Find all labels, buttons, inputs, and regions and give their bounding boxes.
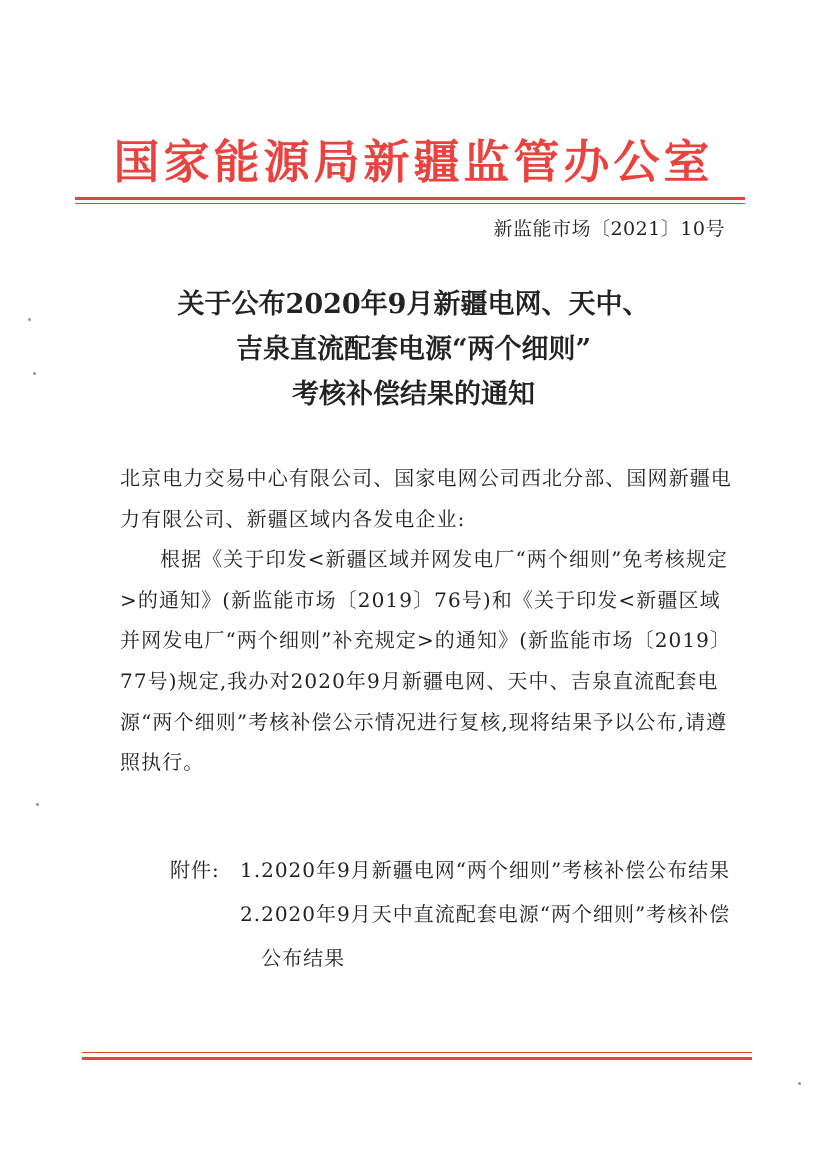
attachment-number: 2.	[240, 902, 262, 926]
notice-body	[120, 458, 740, 783]
scan-speck	[36, 803, 39, 806]
header-rule-thick	[75, 197, 745, 200]
header-rule-thin	[75, 203, 745, 204]
footer-rule-thin	[82, 1052, 752, 1053]
agency-header: 国家能源局新疆监管办公室	[113, 135, 714, 189]
scan-speck	[33, 372, 36, 375]
main-paragraph: 根据《关于印发<新疆区域并网发电厂“两个细则”免考核规定>的通知》(新监能市场〔2019〕76号)和《关于印发<新疆区域并网发电厂“两个细则”补充规定>的通知》(新监能市场〔2019〕77号)规定,我办对2020年9月新疆电网、天中、吉泉直流配套电源“两个细则”考核补偿公示情况进行复核,现将结果予以公布,请遵照执行。	[120, 547, 732, 775]
document-number: 新监能市场〔2021〕10号	[493, 218, 725, 240]
attachments-label: 附件:	[170, 858, 220, 882]
notice-title-line: 关于公布2020年9月新疆电网、天中、	[177, 289, 650, 320]
attachment-item	[240, 892, 740, 980]
attachment-title: 2020年9月新疆电网“两个细则”考核补偿公布结果	[261, 858, 731, 882]
scan-speck	[798, 1082, 801, 1085]
recipients-paragraph: 北京电力交易中心有限公司、国家电网公司西北分部、国网新疆电力有限公司、新疆区域内各发电企业:	[120, 466, 732, 531]
attachment-number: 1.	[240, 858, 262, 882]
notice-title-line: 考核补偿结果的通知	[292, 379, 535, 410]
attachment-item	[240, 848, 740, 892]
attachments-section	[170, 848, 740, 980]
footer-rule-thick	[82, 1057, 752, 1060]
notice-title-line: 吉泉直流配套电源“两个细则”	[235, 334, 592, 365]
attachment-title: 2020年9月天中直流配套电源“两个细则”考核补偿公布结果	[261, 902, 731, 970]
scan-speck	[28, 318, 31, 321]
notice-title	[0, 282, 827, 417]
